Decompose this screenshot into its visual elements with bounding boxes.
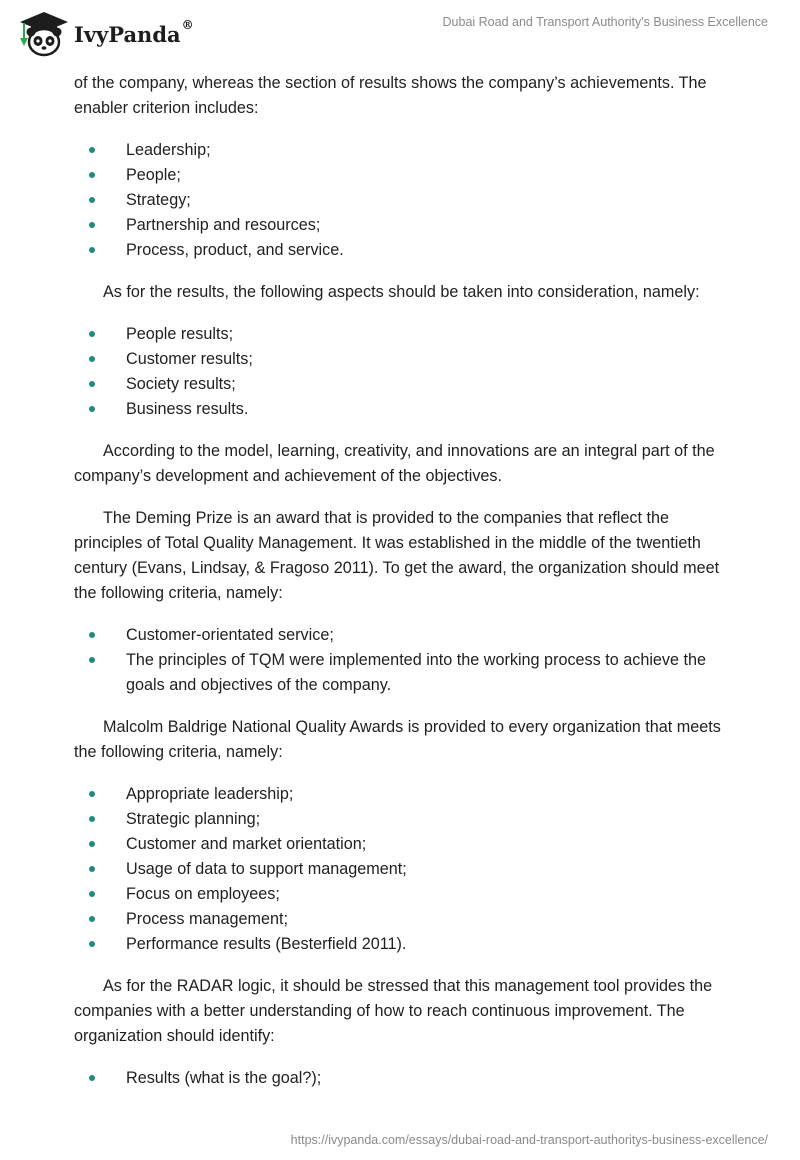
- ivypanda-logo[interactable]: [14, 8, 214, 58]
- list-item: Customer-orientated service;: [74, 623, 734, 648]
- list-item: Customer results;: [74, 347, 734, 372]
- list-item: Process, product, and service.: [74, 238, 734, 263]
- bullet-icon: [89, 356, 95, 362]
- paragraph: As for the results, the following aspects should be taken into consideration, namely:: [103, 283, 700, 301]
- list-item: Strategic planning;: [74, 807, 734, 832]
- bullet-icon: [89, 632, 95, 638]
- bullet-icon: [89, 791, 95, 797]
- source-url[interactable]: https://ivypanda.com/essays/dubai-road-and-transport-authoritys-business-excellence/: [290, 1133, 768, 1147]
- list-item: Performance results (Besterfield 2011).: [74, 932, 734, 957]
- list-item: Leadership;: [74, 138, 734, 163]
- list-item: People;: [74, 163, 734, 188]
- bullet-icon: [89, 247, 95, 253]
- bullet-icon: [89, 406, 95, 412]
- list-item: Usage of data to support management;: [74, 857, 734, 882]
- list-item: Appropriate leadership;: [74, 782, 734, 807]
- bullet-icon: [89, 147, 95, 153]
- results-list: [74, 322, 734, 422]
- list-item: The principles of TQM were implemented into the working process to achieve the goals and objectives of the company.: [74, 648, 734, 698]
- bullet-icon: [89, 816, 95, 822]
- paragraph: The Deming Prize is an award that is provided to the companies that reflect the principles of Total Quality Management. It was established in the middle of the twentieth century (Evans, Lindsay, & Fragoso 2011). To get the award, the organization should meet the following criteria, namely:: [74, 509, 720, 602]
- bullet-icon: [89, 941, 95, 947]
- deming-criteria-list: [74, 623, 734, 698]
- radar-list: [74, 1066, 734, 1091]
- bullet-icon: [89, 891, 95, 897]
- list-item: People results;: [74, 322, 734, 347]
- list-item: Process management;: [74, 907, 734, 932]
- essay-body: [74, 71, 734, 1108]
- bullet-icon: [89, 197, 95, 203]
- bullet-icon: [89, 866, 95, 872]
- bullet-icon: [89, 916, 95, 922]
- document-title: Dubai Road and Transport Authority's Business Excellence: [442, 15, 768, 29]
- bullet-icon: [89, 657, 95, 663]
- list-item: Partnership and resources;: [74, 213, 734, 238]
- bullet-icon: [89, 172, 95, 178]
- paragraph: Malcolm Baldrige National Quality Awards is provided to every organization that meets the following criteria, namely:: [74, 718, 721, 761]
- paragraph: of the company, whereas the section of results shows the company’s achievements. The enabler criterion includes:: [74, 74, 707, 117]
- list-item: Society results;: [74, 372, 734, 397]
- baldrige-criteria-list: [74, 782, 734, 957]
- bullet-icon: [89, 331, 95, 337]
- list-item: Focus on employees;: [74, 882, 734, 907]
- bullet-icon: [89, 1075, 95, 1081]
- panda-graduate-icon: [14, 10, 70, 58]
- list-item: Business results.: [74, 397, 734, 422]
- enabler-criteria-list: [74, 138, 734, 263]
- page-header: [0, 0, 800, 70]
- bullet-icon: [89, 841, 95, 847]
- paragraph: As for the RADAR logic, it should be stressed that this management tool provides the companies with a better understanding of how to reach continuous improvement. The organization should identify:: [74, 977, 713, 1045]
- list-item: Results (what is the goal?);: [74, 1066, 734, 1091]
- bullet-icon: [89, 381, 95, 387]
- brand-name: IvyPanda®: [74, 18, 194, 47]
- list-item: Customer and market orientation;: [74, 832, 734, 857]
- list-item: Strategy;: [74, 188, 734, 213]
- bullet-icon: [89, 222, 95, 228]
- paragraph: According to the model, learning, creativity, and innovations are an integral part of the company’s development and achievement of the objectives.: [74, 442, 715, 485]
